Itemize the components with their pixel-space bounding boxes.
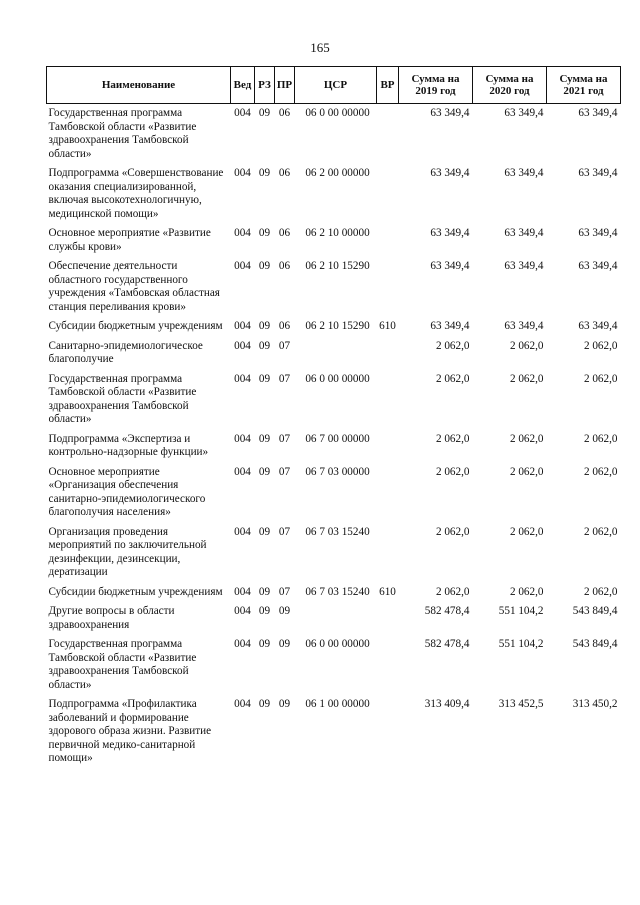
cell-vr	[377, 164, 399, 224]
cell-name: Другие вопросы в области здравоохранения	[48, 605, 175, 631]
cell-sum-2021: 63 349,4	[578, 320, 618, 332]
cell-sum-2020: 551 104,2	[498, 605, 544, 617]
cell-vr	[377, 104, 399, 165]
cell-sum-2019: 2 062,0	[435, 465, 470, 478]
cell-sum-2019: 582 478,4	[424, 605, 470, 617]
table-row	[47, 370, 621, 430]
cell-sum-2021: 63 349,4	[578, 167, 618, 179]
cell-sum-2021: 543 849,4	[572, 638, 618, 650]
cell-sum-2021: 313 450,2	[572, 698, 618, 710]
cell-vr: 610	[379, 585, 396, 598]
cell-sum-2019: 63 349,4	[430, 320, 470, 332]
cell-name: Субсидии бюджетным учреждениям	[48, 320, 223, 332]
cell-csr: 06 2 00 00000	[305, 167, 370, 179]
cell-csr: 06 0 00 00000	[305, 638, 370, 650]
cell-vr	[377, 370, 399, 430]
cell-csr: 06 7 03 15240	[305, 585, 370, 598]
table-row	[47, 635, 621, 695]
cell-name: Основное мероприятие «Развитие службы крови»	[48, 227, 211, 253]
cell-name: Подпрограмма «Совершенствование оказания специализированной, включая высокотехнологичную, медицинской помощи»	[48, 167, 224, 220]
header-sum-2019: Сумма на 2019 год	[399, 67, 473, 104]
cell-csr	[295, 602, 377, 635]
cell-csr	[295, 337, 377, 370]
cell-sum-2020: 551 104,2	[498, 638, 544, 650]
cell-ved: 004	[234, 465, 251, 478]
cell-pr: 06	[278, 260, 291, 272]
cell-vr	[377, 257, 399, 317]
table-row	[47, 317, 621, 337]
cell-sum-2020: 2 062,0	[509, 372, 544, 385]
cell-csr: 06 7 00 00000	[305, 432, 370, 445]
cell-pr: 07	[278, 525, 291, 538]
cell-pr: 09	[278, 698, 291, 710]
table-row	[47, 164, 621, 224]
cell-csr: 06 2 10 15290	[305, 260, 370, 272]
header-rz: РЗ	[255, 67, 275, 104]
cell-rz: 09	[258, 638, 271, 650]
budget-table	[46, 66, 621, 769]
cell-name: Основное мероприятие «Организация обеспечения санитарно-эпидемиологического благополучия населения»	[48, 465, 206, 518]
header-vr: ВР	[377, 67, 399, 104]
cell-sum-2019: 2 062,0	[435, 432, 470, 445]
cell-sum-2021: 63 349,4	[578, 107, 618, 119]
cell-sum-2019: 63 349,4	[430, 107, 470, 119]
cell-ved: 004	[234, 339, 251, 352]
table-row	[47, 337, 621, 370]
cell-vr	[377, 463, 399, 523]
cell-sum-2021: 2 062,0	[583, 339, 618, 352]
cell-sum-2021: 63 349,4	[578, 227, 618, 239]
cell-csr: 06 1 00 00000	[305, 698, 370, 710]
cell-sum-2019: 2 062,0	[435, 585, 470, 598]
cell-sum-2021: 2 062,0	[583, 525, 618, 538]
table-row	[47, 430, 621, 463]
cell-ved: 004	[234, 585, 251, 598]
cell-sum-2021: 2 062,0	[583, 465, 618, 478]
cell-sum-2021: 63 349,4	[578, 260, 618, 272]
cell-sum-2020: 2 062,0	[509, 432, 544, 445]
cell-csr: 06 7 03 15240	[305, 525, 370, 538]
cell-pr: 07	[278, 372, 291, 385]
cell-vr	[377, 523, 399, 583]
cell-sum-2020: 2 062,0	[509, 585, 544, 598]
cell-ved: 004	[234, 638, 251, 650]
cell-vr	[377, 337, 399, 370]
table-row	[47, 583, 621, 603]
cell-name: Обеспечение деятельности областного государственного учреждения «Тамбовская областная станция переливания крови»	[48, 260, 220, 313]
cell-sum-2021: 2 062,0	[583, 432, 618, 445]
cell-pr: 07	[278, 585, 291, 598]
cell-rz: 09	[258, 372, 271, 385]
cell-rz: 09	[258, 260, 271, 272]
cell-pr: 06	[278, 320, 291, 332]
cell-sum-2021: 2 062,0	[583, 372, 618, 385]
cell-pr: 09	[278, 638, 291, 650]
header-sum-2020: Сумма на 2020 год	[473, 67, 547, 104]
cell-sum-2020: 63 349,4	[504, 260, 544, 272]
cell-name: Государственная программа Тамбовской области «Развитие здравоохранения Тамбовской области»	[48, 372, 197, 425]
cell-sum-2020: 63 349,4	[504, 107, 544, 119]
cell-name: Организация проведения мероприятий по заключительной дезинфекции, дезинсекции, дератизации	[48, 525, 207, 578]
cell-rz: 09	[258, 465, 271, 478]
cell-sum-2019: 63 349,4	[430, 260, 470, 272]
table-row	[47, 523, 621, 583]
table-row	[47, 104, 621, 165]
header-pr: ПР	[275, 67, 295, 104]
header-csr: ЦСР	[295, 67, 377, 104]
cell-name: Государственная программа Тамбовской области «Развитие здравоохранения Тамбовской области»	[48, 638, 197, 691]
table-row	[47, 463, 621, 523]
cell-ved: 004	[234, 227, 251, 239]
cell-sum-2020: 63 349,4	[504, 167, 544, 179]
table-row	[47, 257, 621, 317]
cell-csr: 06 2 10 00000	[305, 227, 370, 239]
cell-ved: 004	[234, 525, 251, 538]
cell-ved: 004	[234, 372, 251, 385]
cell-csr: 06 0 00 00000	[305, 107, 370, 119]
cell-ved: 004	[234, 698, 251, 710]
cell-rz: 09	[258, 432, 271, 445]
header-ved: Вед	[231, 67, 255, 104]
cell-rz: 09	[258, 605, 271, 617]
cell-ved: 004	[234, 432, 251, 445]
cell-sum-2019: 63 349,4	[430, 227, 470, 239]
table-body	[47, 104, 621, 769]
cell-csr: 06 0 00 00000	[305, 372, 370, 385]
cell-pr: 06	[278, 167, 291, 179]
cell-rz: 09	[258, 698, 271, 710]
cell-ved: 004	[234, 260, 251, 272]
cell-rz: 09	[258, 525, 271, 538]
cell-rz: 09	[258, 227, 271, 239]
cell-name: Субсидии бюджетным учреждениям	[48, 585, 223, 598]
table-header-row	[47, 67, 621, 104]
cell-sum-2021: 2 062,0	[583, 585, 618, 598]
cell-csr: 06 7 03 00000	[305, 465, 370, 478]
cell-vr	[377, 430, 399, 463]
cell-vr	[377, 635, 399, 695]
cell-rz: 09	[258, 320, 271, 332]
cell-ved: 004	[234, 605, 251, 617]
cell-pr: 06	[278, 107, 291, 119]
cell-sum-2019: 2 062,0	[435, 372, 470, 385]
cell-ved: 004	[234, 167, 251, 179]
cell-ved: 004	[234, 320, 251, 332]
cell-sum-2020: 2 062,0	[509, 465, 544, 478]
cell-sum-2020: 2 062,0	[509, 525, 544, 538]
cell-sum-2019: 2 062,0	[435, 525, 470, 538]
cell-rz: 09	[258, 107, 271, 119]
page-number: 165	[310, 40, 330, 55]
cell-sum-2020: 63 349,4	[504, 320, 544, 332]
cell-sum-2020: 63 349,4	[504, 227, 544, 239]
cell-sum-2021: 543 849,4	[572, 605, 618, 617]
cell-pr: 07	[278, 432, 291, 445]
cell-sum-2020: 313 452,5	[498, 698, 544, 710]
cell-vr	[377, 224, 399, 257]
cell-vr	[377, 695, 399, 769]
cell-csr: 06 2 10 15290	[305, 320, 370, 332]
cell-vr: 610	[379, 320, 396, 332]
cell-sum-2019: 313 409,4	[424, 698, 470, 710]
cell-name: Государственная программа Тамбовской области «Развитие здравоохранения Тамбовской области»	[48, 107, 197, 160]
cell-sum-2019: 63 349,4	[430, 167, 470, 179]
cell-sum-2019: 2 062,0	[435, 339, 470, 352]
header-sum-2021: Сумма на 2021 год	[547, 67, 621, 104]
cell-pr: 06	[278, 227, 291, 239]
cell-name: Санитарно-эпидемиологическое благополучие	[48, 339, 203, 365]
cell-pr: 07	[278, 465, 291, 478]
table-row	[47, 695, 621, 769]
cell-pr: 07	[278, 339, 291, 352]
cell-vr	[377, 602, 399, 635]
cell-name: Подпрограмма «Профилактика заболеваний и формирование здорового образа жизни. Развитие первичной медико-санитарной помощи»	[48, 698, 212, 764]
cell-name: Подпрограмма «Экспертиза и контрольно-надзорные функции»	[48, 432, 209, 458]
cell-ved: 004	[234, 107, 251, 119]
cell-rz: 09	[258, 167, 271, 179]
table-row	[47, 224, 621, 257]
header-name: Наименование	[47, 67, 231, 104]
cell-pr: 09	[278, 605, 291, 617]
cell-rz: 09	[258, 585, 271, 598]
cell-sum-2020: 2 062,0	[509, 339, 544, 352]
cell-sum-2019: 582 478,4	[424, 638, 470, 650]
cell-rz: 09	[258, 339, 271, 352]
table-row	[47, 602, 621, 635]
